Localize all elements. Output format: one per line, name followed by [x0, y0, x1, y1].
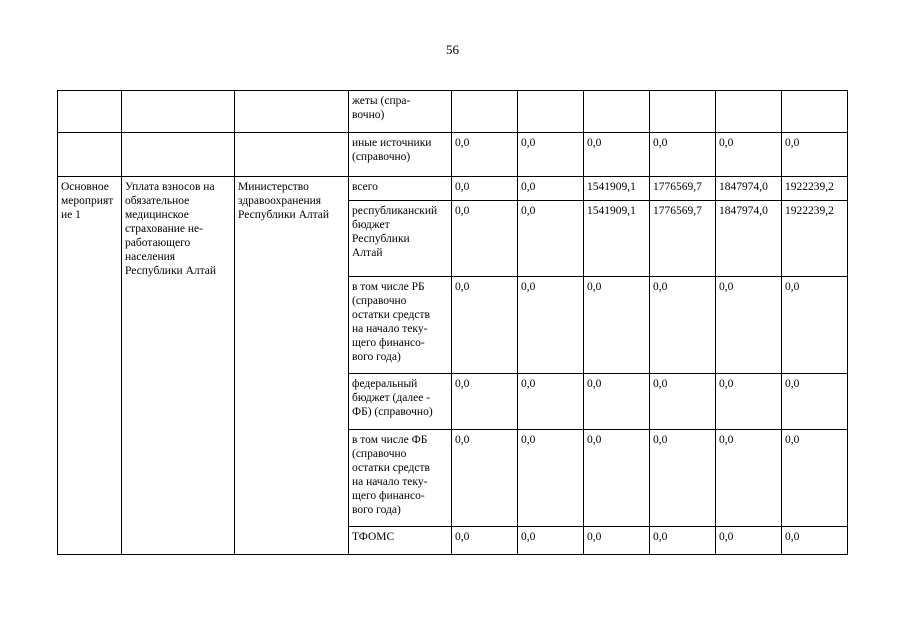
value-cell: 0,0: [650, 133, 716, 177]
value-cell: 0,0: [518, 277, 584, 374]
value-cell: 0,0: [650, 277, 716, 374]
value-cell: 0,0: [782, 527, 848, 555]
value-cell: 0,0: [584, 277, 650, 374]
value-cell: 0,0: [452, 201, 518, 277]
value-cell: 0,0: [716, 374, 782, 430]
executor-cell: [235, 91, 349, 133]
value-cell: 0,0: [584, 527, 650, 555]
value-cell: 0,0: [716, 277, 782, 374]
value-cell: 0,0: [452, 277, 518, 374]
source-cell: в том числе РБ (справочно остатки средств на начало теку- щего финансо- вого года): [349, 277, 452, 374]
value-cell: [584, 91, 650, 133]
measure-cell: Основное мероприятие 1: [58, 177, 122, 555]
value-cell: 0,0: [782, 374, 848, 430]
value-cell: 0,0: [452, 430, 518, 527]
value-cell: 0,0: [650, 527, 716, 555]
value-cell: 0,0: [650, 430, 716, 527]
value-cell: 0,0: [782, 277, 848, 374]
value-cell: 0,0: [650, 374, 716, 430]
source-cell: федеральный бюджет (далее - ФБ) (справочно): [349, 374, 452, 430]
value-cell: 0,0: [584, 374, 650, 430]
value-cell: 1922239,2: [782, 201, 848, 277]
page-number: 56: [446, 42, 459, 57]
value-cell: 0,0: [782, 430, 848, 527]
value-cell: [716, 91, 782, 133]
value-cell: 0,0: [452, 133, 518, 177]
table-row: [58, 177, 848, 201]
value-cell: 1847974,0: [716, 201, 782, 277]
value-cell: 0,0: [518, 430, 584, 527]
source-cell: иные источники (справочно): [349, 133, 452, 177]
value-cell: 0,0: [716, 430, 782, 527]
executor-cell: [235, 133, 349, 177]
value-cell: [518, 91, 584, 133]
value-cell: 1847974,0: [716, 177, 782, 201]
value-cell: 0,0: [452, 374, 518, 430]
source-cell: всего: [349, 177, 452, 201]
value-cell: 0,0: [716, 527, 782, 555]
source-cell: ТФОМС: [349, 527, 452, 555]
value-cell: 0,0: [518, 177, 584, 201]
value-cell: 0,0: [716, 133, 782, 177]
table-row: [58, 91, 848, 133]
value-cell: 1541909,1: [584, 177, 650, 201]
value-cell: 1776569,7: [650, 177, 716, 201]
value-cell: 1776569,7: [650, 201, 716, 277]
value-cell: 0,0: [584, 133, 650, 177]
value-cell: [782, 91, 848, 133]
source-cell: республиканский бюджет Республики Алтай: [349, 201, 452, 277]
value-cell: 0,0: [518, 374, 584, 430]
value-cell: 0,0: [518, 133, 584, 177]
source-cell: в том числе ФБ (справочно остатки средств на начало теку- щего финансо- вого года): [349, 430, 452, 527]
value-cell: 0,0: [452, 177, 518, 201]
description-cell: [122, 91, 235, 133]
source-cell: жеты (спра- вочно): [349, 91, 452, 133]
value-cell: 1922239,2: [782, 177, 848, 201]
description-cell: [122, 133, 235, 177]
value-cell: 0,0: [452, 527, 518, 555]
value-cell: 0,0: [584, 430, 650, 527]
value-cell: 0,0: [518, 201, 584, 277]
value-cell: [650, 91, 716, 133]
description-cell: Уплата взносов на обязательное медицинское страхование не- работающего населения Республики Алтай: [122, 177, 235, 555]
value-cell: [452, 91, 518, 133]
measure-cell: [58, 91, 122, 133]
value-cell: 0,0: [782, 133, 848, 177]
table-row: [58, 133, 848, 177]
executor-cell: Министерство здравоохранения Республики Алтай: [235, 177, 349, 555]
value-cell: 0,0: [518, 527, 584, 555]
value-cell: 1541909,1: [584, 201, 650, 277]
budget-table: [57, 90, 848, 555]
measure-cell: [58, 133, 122, 177]
